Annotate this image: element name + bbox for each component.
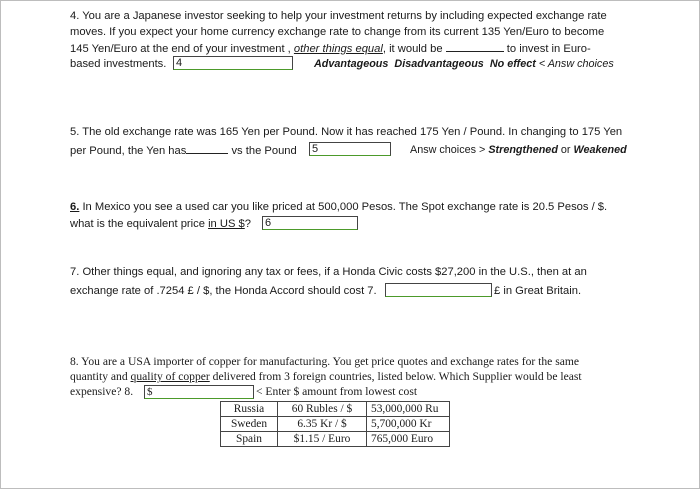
supplier-country: Spain bbox=[221, 432, 278, 447]
q4-line-3-c: , it would be bbox=[382, 43, 446, 55]
q6-number: 6. bbox=[70, 201, 80, 213]
supplier-country: Russia bbox=[221, 402, 278, 417]
supplier-amount: 53,000,000 Ru bbox=[367, 402, 450, 417]
q5-choice-weakened: Weakened bbox=[573, 144, 627, 156]
q7-line-2: exchange rate of .7254 £ / $, the Honda Accord should cost 7. bbox=[70, 285, 377, 297]
q4-line-3-d: to invest in Euro- bbox=[503, 43, 591, 55]
q5-line-2-a: per Pound, the Yen has bbox=[70, 145, 187, 157]
q4-other-things-equal: other things equal bbox=[293, 43, 383, 55]
q4-answer-field[interactable]: 4 bbox=[173, 56, 293, 70]
q4-blank-line bbox=[446, 41, 504, 52]
supplier-amount: 765,000 Euro bbox=[367, 432, 450, 447]
q4-line-3 bbox=[70, 41, 591, 56]
q5-choice-strengthened: Strengthened bbox=[488, 144, 558, 156]
q8-line-2-a: quantity and bbox=[70, 370, 131, 383]
q8-line-2-c: delivered from 3 foreign countries, listed below. Which Supplier would be least bbox=[209, 370, 582, 383]
q7-line-1: 7. Other things equal, and ignoring any tax or fees, if a Honda Civic costs $27,200 in the U.S., then at an bbox=[70, 266, 587, 278]
supplier-rate: $1.15 / Euro bbox=[278, 432, 367, 447]
q4-line-4: based investments. bbox=[70, 58, 167, 70]
q6-line-2-c: ? bbox=[244, 218, 251, 230]
q4-choice-advantageous: Advantageous bbox=[314, 58, 389, 70]
supplier-table-body bbox=[221, 402, 450, 447]
supplier-table bbox=[220, 401, 450, 447]
q6-line-1-text: In Mexico you see a used car you like priced at 500,000 Pesos. The Spot exchange rate is 20.5 Pesos / $. bbox=[79, 201, 608, 213]
supplier-amount: 5,700,000 Kr bbox=[367, 417, 450, 432]
q7-answer-field[interactable] bbox=[385, 283, 492, 297]
q8-quality-of-copper: quality of copper bbox=[130, 370, 210, 383]
q4-line-1: 4. You are a Japanese investor seeking to help your investment returns by including expected exchange rate bbox=[70, 10, 607, 22]
supplier-rate: 6.35 Kr / $ bbox=[278, 417, 367, 432]
q8-line-2 bbox=[70, 370, 582, 384]
q5-choice-or: or bbox=[557, 144, 574, 156]
q5-blank-line bbox=[186, 143, 228, 154]
q8-hint: < Enter $ amount from lowest cost bbox=[256, 385, 418, 398]
q6-answer-field[interactable]: 6 bbox=[262, 216, 358, 230]
supplier-row bbox=[221, 417, 450, 432]
q7-suffix: £ in Great Britain. bbox=[494, 285, 582, 297]
q4-line-3-a: 145 Yen/Euro at the end of your investment , bbox=[70, 43, 294, 55]
q4-choices bbox=[314, 57, 614, 71]
q6-line-2 bbox=[70, 217, 251, 231]
supplier-row bbox=[221, 432, 450, 447]
q6-line-2-a: what is the equivalent price bbox=[70, 218, 209, 230]
supplier-rate: 60 Rubles / $ bbox=[278, 402, 367, 417]
q5-line-2 bbox=[70, 143, 297, 158]
q6-line-1 bbox=[70, 200, 607, 214]
q6-in-us-dollars: in US $ bbox=[208, 218, 245, 230]
q5-line-1: 5. The old exchange rate was 165 Yen per Pound. Now it has reached 175 Yen / Pound. In changing to 175 Yen bbox=[70, 126, 623, 138]
q8-line-3: expensive? 8. bbox=[70, 385, 134, 398]
q4-choice-no-effect: No effect bbox=[489, 58, 536, 70]
q4-choices-hint: < Answ choices bbox=[538, 58, 614, 70]
q5-line-2-b: vs the Pound bbox=[231, 145, 297, 157]
supplier-country: Sweden bbox=[221, 417, 278, 432]
q8-line-1: 8. You are a USA importer of copper for manufacturing. You get price quotes and exchange rates for the same bbox=[70, 355, 580, 368]
q5-choices-prefix: Answ choices > bbox=[410, 144, 489, 156]
q5-choices bbox=[410, 143, 627, 157]
supplier-row bbox=[221, 402, 450, 417]
q4-line-2: moves. If you expect your home currency exchange rate to change from its current 135 Yen/Euro to become bbox=[70, 26, 605, 38]
q4-choice-disadvantageous: Disadvantageous bbox=[394, 58, 484, 70]
q8-answer-field[interactable]: $ bbox=[144, 385, 254, 399]
q5-answer-field[interactable]: 5 bbox=[309, 142, 391, 156]
